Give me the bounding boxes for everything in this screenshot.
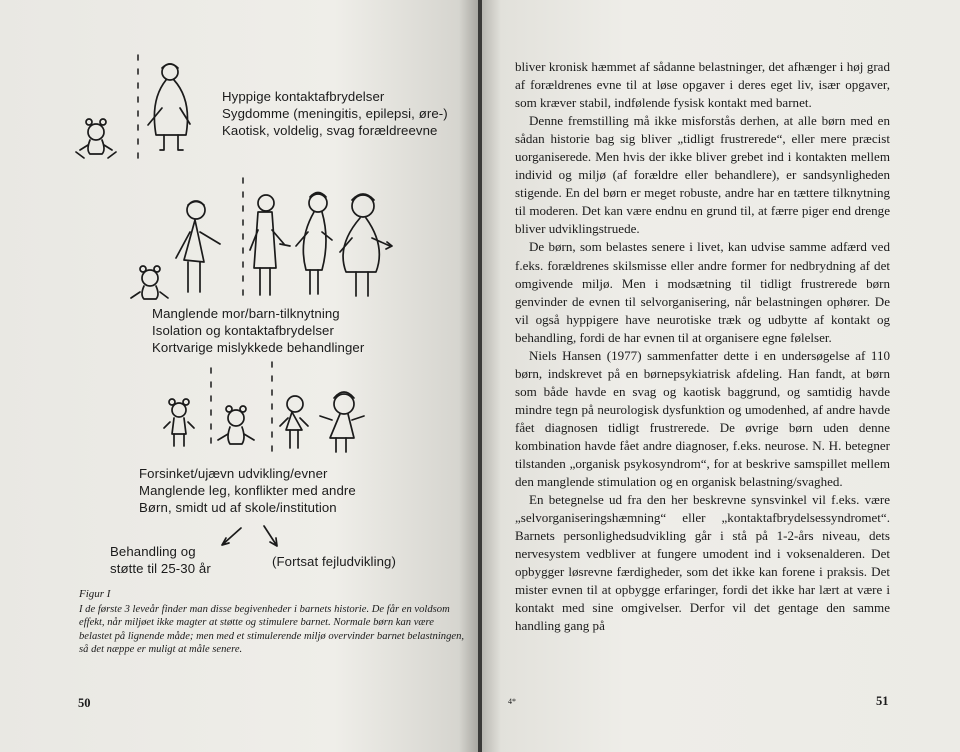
caption-title: Figur I [79,588,111,600]
adult-figure-1 [148,64,190,150]
label-line: støtte til 25-30 år [110,561,211,576]
paragraph: En betegnelse ud fra den her beskrevne synsvinkel vil f.eks. være „selvorganiseringshæmning“ eller „kontaktafbrydelsessyndromet“. Barnets personlighedsudvikling går i stå på 1-2-års niveau, dets nervesystem vedbliver at fungere umodent ind i voksenalderen. Det opbygger løsrevne færdigheder, som det ikke kan forene i praksis. Det mister evnen til at opbygge erfaringer, fordi det ikke har lært at være i kontakt med sine omgivelser. Derfor vil det gentage den samme handling gang på [515,492,890,634]
label-line: Behandling og [110,544,196,559]
left-page [0,0,478,752]
group1-labels [222,88,448,139]
outcome-arrows [222,526,277,546]
page-number-right: 51 [876,694,889,708]
paragraph: De børn, som belastes senere i livet, kan udvise samme adfærd ved f.eks. forældrenes skilsmisse eller andre former for nedbrydning af det omgivende miljø. Men i modsætning til tidligt frustrerede børn genvinder de evnen til selvorganisering, når belastningen ophører. De vil også hyppigere have neurotiske træk og udbytte af kontakt og behandling, fordi de har evnen til at organisere egne følelser. [515,239,890,345]
label-line: Forsinket/ujævn udvikling/evner [139,466,328,481]
group2-labels [152,305,364,356]
label-line: Manglende leg, konflikter med andre [139,483,356,498]
teddy-child-2 [218,406,254,444]
paragraph: Denne fremstilling må ikke misforstås derhen, at alle børn med en sådan historie bag sig bliver „tidligt frustrerede“, eller mere præcist uorganiserede. Men hvis der ikke bliver grebet ind i kontakten mellem individ og miljø (af forældre eller behandlere), er sandsynligheden stigende. En del børn er meget robuste, andre har en tættere tilknytning til moderen. Det kan være endnu en grund til, at færre piger end drenge bliver udviklingstruede. [515,113,890,237]
paragraph: Niels Hansen (1977) sammenfatter dette i en undersøgelse af 110 børn, indskrevet på en børnepsykiatrisk afdeling. Han fandt, at børn som både havde en svag og kaotisk baggrund, og samtidig havde mindre tegn på neurologisk dysfunktion og umodenhed, af andre havde fået diagnosen tidligt frustrerede. De øvrige børn uden denne kombination havde fået andre diagnoser, f.eks. neurose. N. H. betegner tilstanden „organisk psykosyndrom“, for at beskrive samspillet mellem den manglende stimulation og en organisk belastning/svaghed. [515,347,890,490]
group3-figures [164,362,364,452]
teddy-baby-figure-2 [131,266,168,299]
outcome-left-labels [110,543,211,577]
label-line: Børn, smidt ud af skole/institution [139,500,337,515]
teddy-child-1 [164,399,194,446]
label-line: Hyppige kontaktafbrydelser [222,89,385,104]
adult-figure-2 [176,201,220,292]
group2-figures [131,178,392,300]
label-line: Isolation og kontaktafbrydelser [152,323,334,338]
child-figure-4 [320,392,364,452]
child-figure-3 [280,396,308,448]
body-text [515,58,890,636]
signature-mark: 4* [508,697,516,706]
outcome-right-label: (Fortsat fejludvikling) [272,554,396,569]
label-line: Kaotisk, voldelig, svag forældreevne [222,123,438,138]
figure-caption [79,588,465,657]
adult-figure-3 [250,195,290,295]
label-line: Manglende mor/barn-tilknytning [152,306,340,321]
label-line: Sygdomme (meningitis, epilepsi, øre-) [222,106,448,121]
teddy-baby-figure [76,119,116,158]
adult-figure-5 [340,194,392,296]
group1-figures [76,55,190,160]
adult-figure-4 [296,193,332,295]
paragraph: bliver kronisk hæmmet af sådanne belastninger, det afhænger i høj grad af forældrenes evne til at løse opgaver i deres eget liv, især opgaver, som kræver stabil, indfølende fysisk kontakt med barnet. [515,59,890,111]
caption-text: I de første 3 leveår finder man disse begivenheder i barnets historie. De får en voldsom effekt, når miljøet ikke magter at støtte og stimulere barnet. Normale børn kan være belastet på lignende måde; men med et stimulerende miljø overvinder barnet belastningen, så det næppe er muligt at måle senere. [79,603,465,656]
label-line: Kortvarige mislykkede behandlinger [152,340,365,355]
page-number-left: 50 [78,696,91,710]
group3-labels [139,465,356,516]
